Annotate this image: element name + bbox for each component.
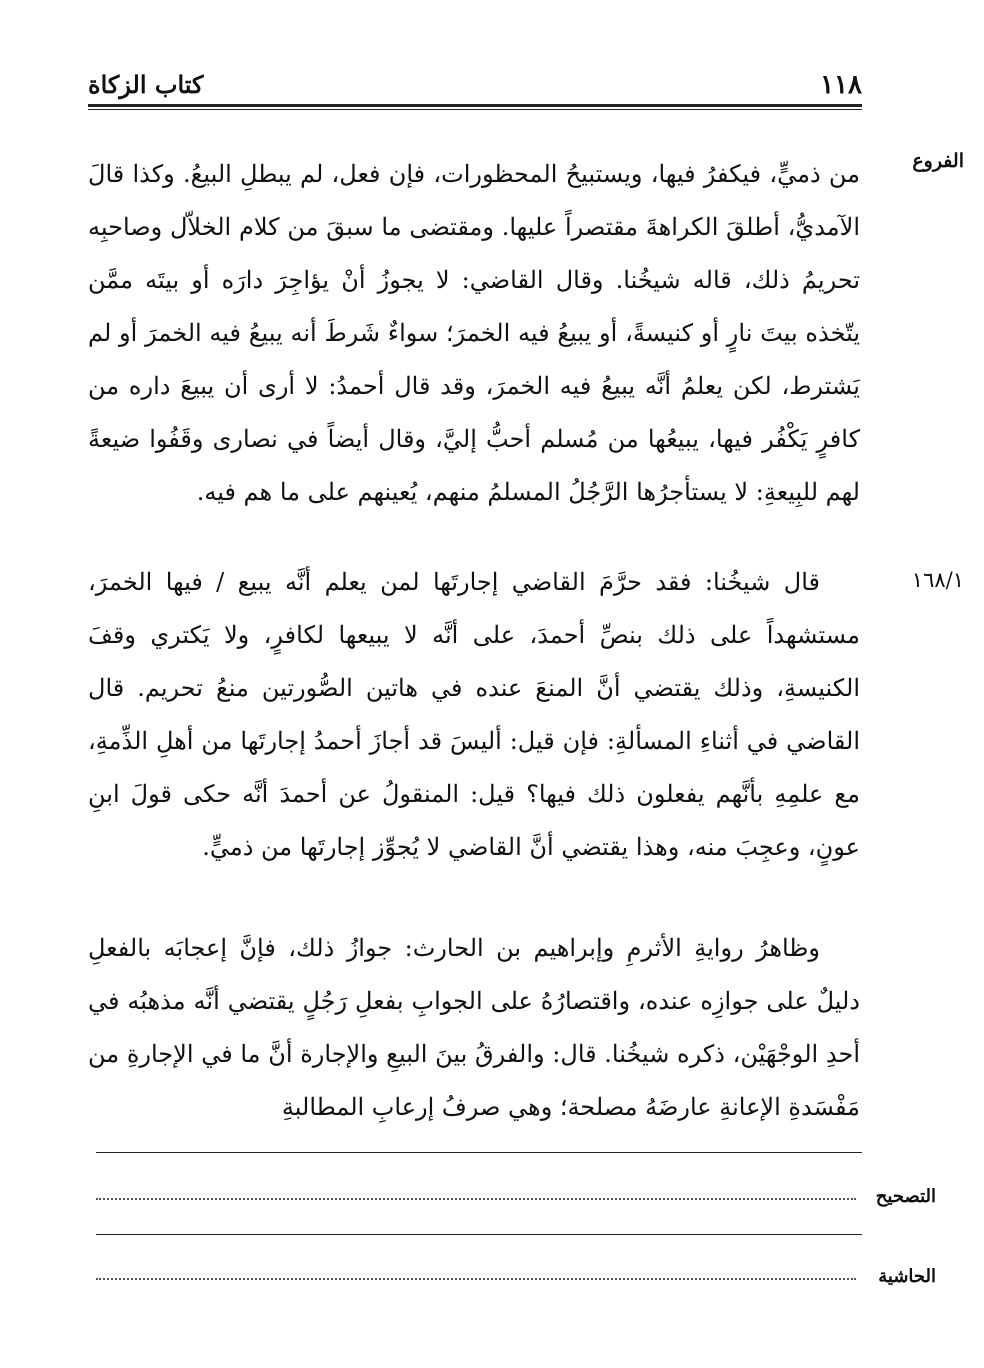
margin-source-label: الفروع (912, 150, 964, 172)
correction-label: التصحيح (875, 1186, 936, 1207)
notes-label: الحاشية (878, 1266, 936, 1287)
paragraph-1-block (88, 148, 860, 519)
paragraph-1: من ذميٍّ، فيكفرُ فيها، ويستبيحُ المحظورات، فإن فعل، لم يبطلِ البيعُ. وكذا قالَ الآمديُّ، أطلقَ الكراهةَ مقتصراً عليها. ومقتضى ما سبقَ من كلام الخلاّل وصاحبِه تحريمُ ذلك، قاله شيخُنا. وقال القاضي: لا يجوزُ أنْ يؤاجِرَ دارَه أو بيتَه ممَّن يتّخذه بيتَ نارٍ أو كنيسةً، أو يبيعُ فيه الخمرَ؛ سواءٌ شَرطَ أنه يبيعُ فيه الخمرَ أو لم يَشترط، لكن يعلمُ أنَّه يبيعُ فيه الخمرَ، وقد قال أحمدُ: لا أرى أن يبيعَ داره من كافرٍ يَكْفُر فيها، يبيعُها من مُسلم أحبُّ إليَّ، وقال أيضاً في نصارى وقَفُوا ضيعةً لهم للبِيعةِ: لا يستأجرُها الرَّجُلُ المسلمُ منهم، يُعينهم على ما هم فيه. (88, 160, 860, 506)
header-rule (88, 104, 862, 107)
book-title: كتاب الزكاة (88, 70, 204, 99)
correction-dotted-line (96, 1198, 856, 1200)
margin-page-reference: ١٦٨/١ (911, 568, 964, 592)
paragraph-2-block (88, 556, 860, 874)
header-rule-thin (88, 109, 862, 110)
notes-dotted-line (96, 1278, 856, 1280)
paragraph-2: قال شيخُنا: فقد حرَّمَ القاضي إجارتَها لمن يعلم أنَّه يبيع / فيها الخمرَ، مستشهداً على ذلك بنصِّ أحمدَ، على أنَّه لا يبيعها لكافرٍ، ولا يَكتري وقفَ الكنيسةِ، وذلك يقتضي أنَّ المنعَ عنده في هاتين الصُّورتين منعُ تحريم. قال القاضي في أثناءِ المسألةِ: فإن قيل: أليسَ قد أجازَ أحمدُ إجارتَها من أهلِ الذِّمةِ، مع علمِهِ بأنَّهم يفعلون ذلك فيها؟ قيل: المنقولُ عن أحمدَ أنَّه حكى قولَ ابنِ عونٍ، وعجِبَ منه، وهذا يقتضي أنَّ القاضي لا يُجوِّز إجارتَها من ذميٍّ. (88, 568, 860, 861)
page-header (88, 68, 862, 108)
paragraph-3: وظاهرُ روايةِ الأثرمِ وإبراهيم بن الحارث: جوازُ ذلك، فإنَّ إعجابَه بالفعلِ دليلٌ على جوازِه عنده، واقتصارُهُ على الجوابِ بفعلِ رَجُلٍ يقتضي أنَّه مذهبُه في أحدِ الوجْهَيْن، ذكره شيخُنا. قال: والفرقُ بينَ البيعِ والإجارة أنَّ ما في الإجارةِ من مَفْسَدةِ الإعانةِ عارضَهُ مصلحة؛ وهي صرفُ إرعابِ المطالبةِ (88, 934, 860, 1121)
paragraph-3-block (88, 922, 860, 1134)
page-number: ١١٨ (820, 70, 862, 100)
footer-rule-middle (96, 1234, 862, 1235)
footer-rule-top (96, 1152, 862, 1153)
